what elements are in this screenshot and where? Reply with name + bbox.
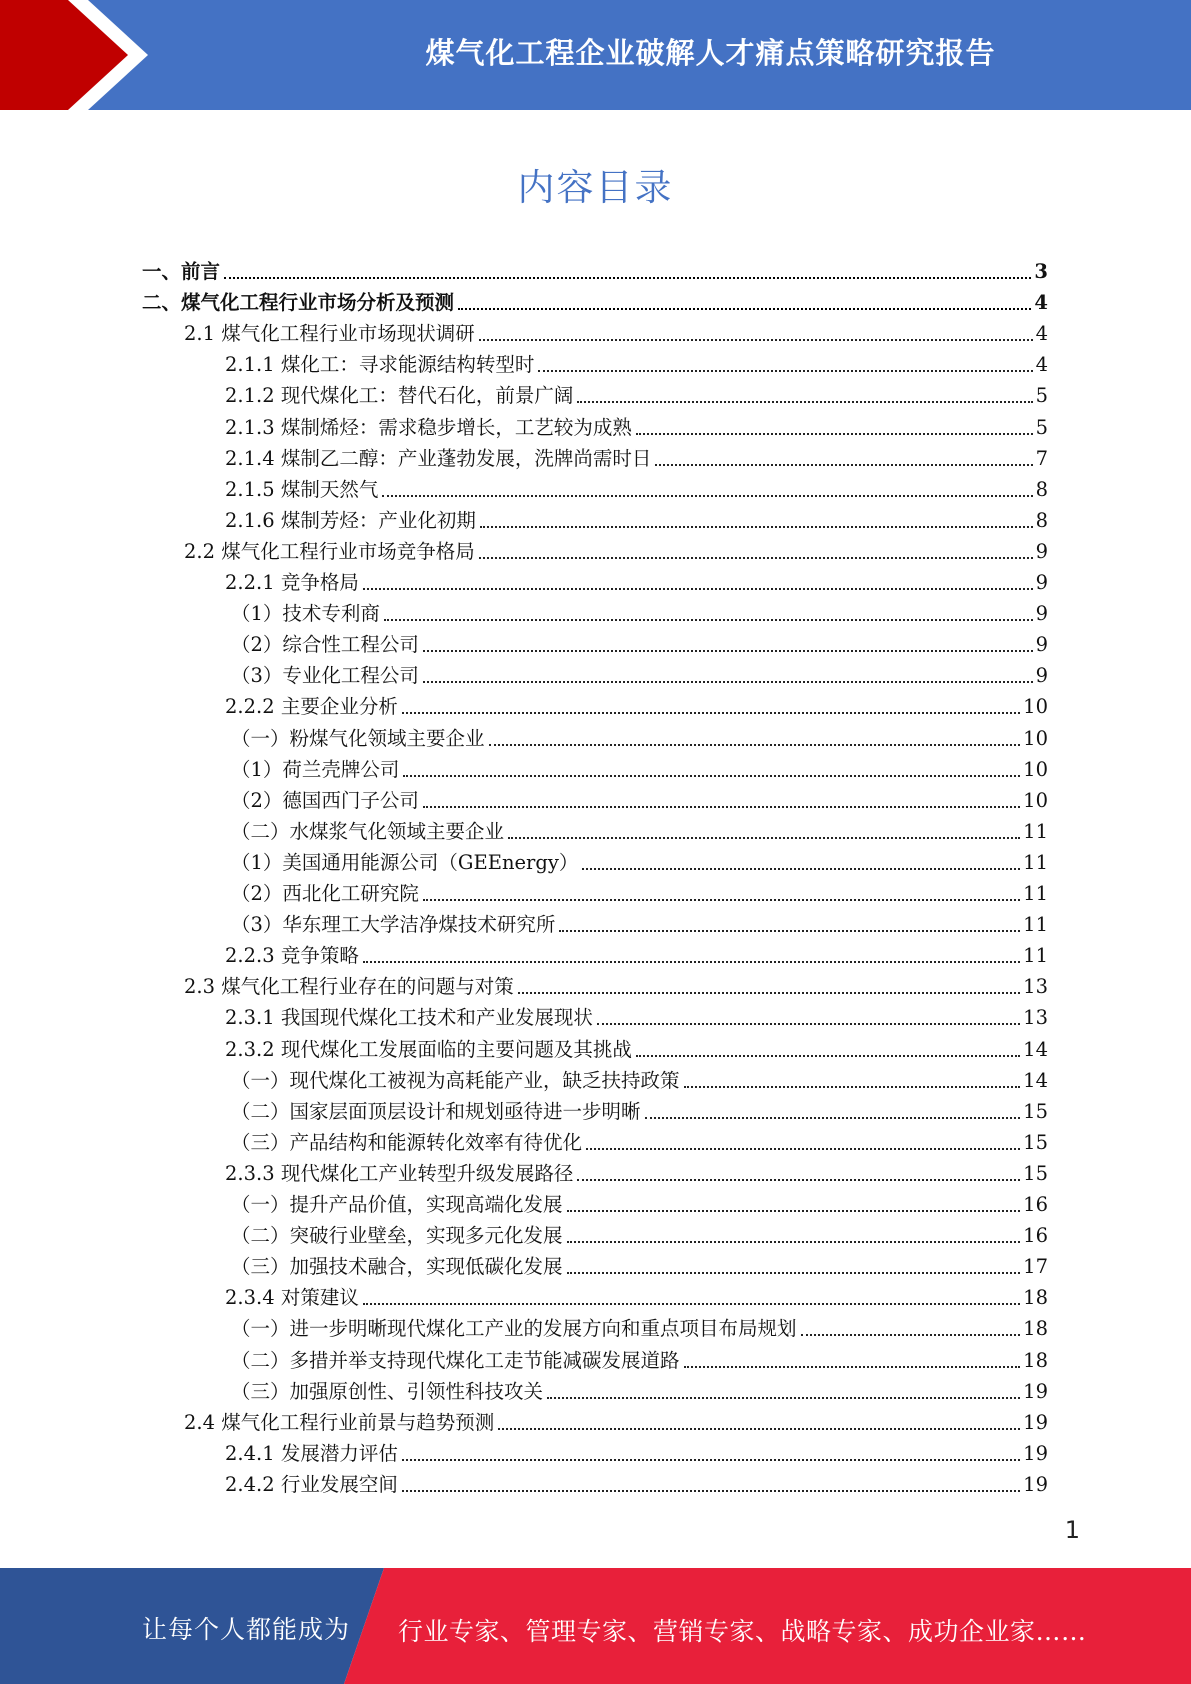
toc-dot-leader [363, 588, 1033, 590]
toc-entry[interactable] [231, 1311, 1048, 1342]
toc-entry[interactable] [231, 1063, 1048, 1094]
toc-dot-leader [577, 1179, 1020, 1181]
toc-entry-label: （三）加强技术融合，实现低碳化发展 [231, 1255, 563, 1279]
toc-entry-page: 5 [1035, 384, 1048, 408]
toc-entry[interactable] [231, 721, 1048, 752]
toc-entry[interactable] [225, 1000, 1048, 1031]
toc-entry-label: 2.1 煤气化工程行业市场现状调研 [184, 322, 475, 346]
toc-entry-page: 9 [1035, 664, 1048, 688]
toc-dot-leader [498, 1428, 1020, 1430]
toc-entry[interactable] [225, 472, 1048, 503]
toc-dot-leader [801, 1334, 1021, 1336]
toc-entry-label: （三）产品结构和能源转化效率有待优化 [231, 1130, 583, 1154]
toc-dot-leader [363, 1303, 1020, 1305]
toc-entry-page: 19 [1023, 1379, 1048, 1403]
toc-entry[interactable] [231, 596, 1048, 627]
toc-entry-label: 2.1.6 煤制芳烃：产业化初期 [225, 508, 476, 532]
toc-entry[interactable] [184, 316, 1048, 347]
toc-entry-page: 10 [1023, 757, 1048, 781]
toc-entry-page: 9 [1035, 633, 1048, 657]
toc-entry-label: 2.2 煤气化工程行业市场竞争格局 [184, 539, 475, 563]
toc-entry-label: 2.3.2 现代煤化工发展面临的主要问题及其挑战 [225, 1037, 632, 1061]
toc-dot-leader [636, 433, 1033, 435]
toc-dot-leader [518, 992, 1020, 994]
toc-entry-page: 8 [1035, 477, 1048, 501]
toc-entry[interactable] [231, 1218, 1048, 1249]
toc-dot-leader [423, 681, 1033, 683]
toc-entry-label: （一）进一步明晰现代煤化工产业的发展方向和重点项目布局规划 [231, 1317, 797, 1341]
toc-entry-page: 5 [1035, 415, 1048, 439]
footer-roles: 行业专家、管理专家、营销专家、战略专家、成功企业家…… [398, 1617, 1087, 1646]
toc-entry-label: 二、煤气化工程行业市场分析及预测 [142, 291, 455, 315]
toc-entry-label: （二）水煤浆气化领域主要企业 [231, 819, 505, 843]
toc-entry-label: 2.3.4 对策建议 [225, 1286, 359, 1310]
toc-entry-page: 15 [1023, 1099, 1048, 1123]
toc-entry[interactable] [225, 689, 1048, 720]
toc-entry-label: （1）荷兰壳牌公司 [231, 757, 400, 781]
toc-entry-label: 2.4.1 发展潜力评估 [225, 1441, 398, 1465]
toc-heading: 内容目录 [517, 166, 674, 209]
toc-entry-label: （三）加强原创性、引领性科技攻关 [231, 1379, 544, 1403]
toc-dot-leader [645, 1117, 1021, 1119]
toc-dot-leader [559, 930, 1020, 932]
toc-entry-label: 2.4.2 行业发展空间 [225, 1472, 398, 1496]
toc-entry[interactable] [225, 1032, 1048, 1063]
toc-dot-leader [479, 557, 1033, 559]
toc-entry[interactable] [225, 1156, 1048, 1187]
toc-entry[interactable] [225, 410, 1048, 441]
toc-dot-leader [382, 495, 1032, 497]
toc-entry-page: 9 [1035, 602, 1048, 626]
toc-dot-leader [684, 1366, 1021, 1368]
toc-dot-leader [489, 744, 1021, 746]
toc-entry-page: 18 [1023, 1286, 1048, 1310]
toc-entry[interactable] [142, 285, 1048, 316]
page-number: 1 [1064, 1516, 1080, 1544]
toc-dot-leader [567, 1210, 1021, 1212]
toc-entry-label: 一、前言 [142, 260, 221, 283]
toc-entry-page: 16 [1023, 1193, 1048, 1216]
toc-entry-page: 13 [1023, 1006, 1048, 1030]
page-footer [0, 1568, 1191, 1684]
toc-entry[interactable] [231, 814, 1048, 845]
toc-entry-label: 2.1.3 煤制烯烃：需求稳步增长，工艺较为成熟 [225, 415, 632, 439]
toc-entry-label: 2.1.2 现代煤化工：替代石化，前景广阔 [225, 384, 574, 408]
toc-entry-label: 2.4 煤气化工程行业前景与趋势预测 [184, 1410, 495, 1434]
toc-entry-label: （一）现代煤化工被视为高耗能产业，缺乏扶持政策 [231, 1068, 680, 1092]
toc-dot-leader [586, 1148, 1020, 1150]
toc-entry-page: 14 [1023, 1068, 1048, 1092]
toc-entry-label: （二）突破行业壁垒，实现多元化发展 [231, 1224, 563, 1248]
toc-entry[interactable] [231, 1125, 1048, 1156]
toc-entry-page: 3 [1034, 260, 1048, 283]
toc-entry-label: （1）美国通用能源公司（GEEnergy） [231, 850, 579, 874]
toc-entry-label: （二）多措并举支持现代煤化工走节能减碳发展道路 [231, 1348, 680, 1372]
toc-dot-leader [567, 1272, 1021, 1274]
toc-entry[interactable] [225, 1467, 1048, 1498]
toc-entry-page: 11 [1023, 850, 1048, 874]
toc-dot-leader [636, 1055, 1020, 1057]
toc-entry-label: （二）国家层面顶层设计和规划亟待进一步明晰 [231, 1099, 641, 1123]
toc-entry-page: 4 [1035, 322, 1048, 346]
toc-entry-label: 2.3 煤气化工程行业存在的问题与对策 [184, 975, 514, 999]
toc-entry[interactable] [231, 876, 1048, 907]
toc-entry-label: （2）德国西门子公司 [231, 788, 419, 812]
toc-entry[interactable] [231, 627, 1048, 658]
toc-entry[interactable] [231, 845, 1048, 876]
toc-entry-page: 10 [1023, 726, 1048, 750]
toc-entry-page: 7 [1035, 446, 1048, 470]
toc-entry[interactable] [225, 1280, 1048, 1311]
toc-dot-leader [597, 1023, 1020, 1025]
toc-entry-page: 18 [1023, 1317, 1048, 1341]
toc-dot-leader [402, 1459, 1020, 1461]
toc-entry-page: 11 [1023, 882, 1048, 905]
toc-dot-leader [384, 619, 1033, 621]
toc-entry-label: 2.2.1 竞争格局 [225, 571, 359, 594]
toc-entry-label: 2.3.3 现代煤化工产业转型升级发展路径 [225, 1161, 574, 1185]
toc-entry-label: （3）专业化工程公司 [231, 664, 419, 688]
toc-entry-page: 19 [1023, 1410, 1048, 1434]
toc-entry[interactable] [231, 1187, 1048, 1218]
report-title: 煤气化工程企业破解人才痛点策略研究报告 [425, 36, 996, 70]
toc-entry[interactable] [225, 503, 1048, 534]
toc-dot-leader [655, 464, 1032, 466]
toc-entry[interactable] [231, 1374, 1048, 1405]
toc-dot-leader [582, 868, 1020, 870]
toc-entry-page: 17 [1023, 1255, 1048, 1279]
toc-entry-page: 11 [1023, 944, 1048, 968]
toc-entry-label: （2）综合性工程公司 [231, 633, 419, 657]
toc-dot-leader [567, 1241, 1021, 1243]
footer-slogan: 让每个人都能成为 [142, 1615, 351, 1644]
toc-entry[interactable] [231, 1343, 1048, 1374]
toc-entry-page: 13 [1023, 975, 1048, 999]
toc-entry-label: （一）提升产品价值，实现高端化发展 [231, 1193, 563, 1216]
toc-entry-page: 9 [1035, 539, 1048, 563]
toc-entry-label: （1）技术专利商 [231, 602, 380, 626]
toc-entry-page: 11 [1023, 819, 1048, 843]
toc-entry-label: 2.1.4 煤制乙二醇：产业蓬勃发展，洗牌尚需时日 [225, 446, 652, 470]
toc-entry-page: 15 [1023, 1161, 1048, 1185]
toc-entry-page: 8 [1035, 508, 1048, 532]
toc-entry[interactable] [231, 752, 1048, 783]
page-header [0, 0, 1191, 110]
toc-dot-leader [402, 1490, 1020, 1492]
toc-dot-leader [363, 961, 1020, 963]
toc-entry-label: 2.1.1 煤化工：寻求能源结构转型时 [225, 353, 535, 377]
toc-entry-page: 4 [1034, 291, 1048, 315]
toc-entry[interactable] [225, 565, 1048, 596]
toc-entry[interactable] [231, 1094, 1048, 1125]
toc-entry[interactable] [225, 1436, 1048, 1467]
toc-dot-leader [402, 712, 1020, 714]
toc-entry[interactable] [184, 534, 1048, 565]
toc-entry[interactable] [231, 658, 1048, 689]
toc-entry-page: 10 [1023, 788, 1048, 812]
toc-dot-leader [224, 277, 1031, 279]
toc-entry-label: 2.3.1 我国现代煤化工技术和产业发展现状 [225, 1006, 593, 1030]
toc-entry-page: 10 [1023, 695, 1048, 719]
toc-entry[interactable] [184, 1405, 1048, 1436]
toc-entry-label: （3）华东理工大学洁净煤技术研究所 [231, 913, 556, 937]
toc-dot-leader [423, 650, 1033, 652]
toc-dot-leader [403, 775, 1020, 777]
toc-dot-leader [423, 899, 1020, 901]
toc-entry-page: 19 [1023, 1441, 1048, 1465]
toc-entry-page: 9 [1035, 571, 1048, 594]
toc-entry[interactable] [225, 347, 1048, 378]
toc-dot-leader [538, 370, 1032, 372]
toc-entry[interactable] [184, 969, 1048, 1000]
toc-dot-leader [458, 308, 1031, 310]
toc-dot-leader [508, 837, 1020, 839]
toc-entry-page: 4 [1035, 353, 1048, 377]
toc-entry-label: （2）西北化工研究院 [231, 882, 419, 905]
toc-dot-leader [547, 1397, 1020, 1399]
toc-dot-leader [480, 526, 1033, 528]
toc-entry-page: 15 [1023, 1130, 1048, 1154]
toc-entry-page: 16 [1023, 1224, 1048, 1248]
toc-entry[interactable] [231, 907, 1048, 938]
toc-dot-leader [423, 806, 1020, 808]
toc-entry-label: 2.2.2 主要企业分析 [225, 695, 398, 719]
toc-entry-label: 2.2.3 竞争策略 [225, 944, 359, 968]
toc-entry-label: （一）粉煤气化领域主要企业 [231, 726, 485, 750]
toc-entry-page: 11 [1023, 913, 1048, 937]
toc-entry-label: 2.1.5 煤制天然气 [225, 477, 379, 501]
toc-entry[interactable] [231, 783, 1048, 814]
toc-entry-page: 18 [1023, 1348, 1048, 1372]
toc-dot-leader [577, 401, 1032, 403]
toc-entry[interactable] [142, 254, 1048, 285]
toc-dot-leader [479, 339, 1033, 341]
toc-entry-page: 19 [1023, 1472, 1048, 1496]
toc-entry[interactable] [225, 441, 1048, 472]
toc-entry[interactable] [231, 1249, 1048, 1280]
toc-entry-page: 14 [1023, 1037, 1048, 1061]
toc-dot-leader [684, 1086, 1021, 1088]
toc-entry[interactable] [225, 938, 1048, 969]
toc-entry[interactable] [225, 378, 1048, 409]
